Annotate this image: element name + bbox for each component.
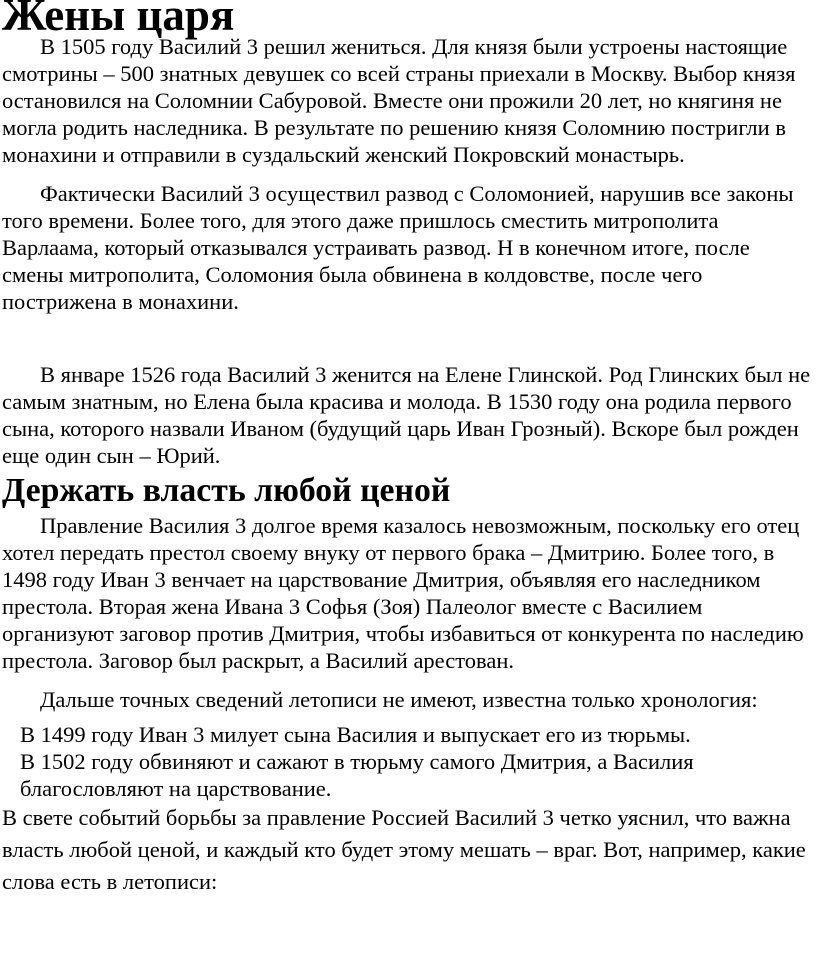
document-page	[2, 2, 814, 898]
paragraph-closing: В свете событий борьбы за правление Россией Василий 3 четко уяснил, что важна власть любой ценой, и каждый кто будет этому мешать – враг. Вот, например, какие слова есть в летописи:	[2, 805, 806, 894]
spacer	[2, 315, 814, 361]
paragraph-divorce: Фактически Василий 3 осуществил развод с Соломонией, нарушив все законы того времени. Более того, для этого даже пришлось сместить митрополита Варлаама, который отказывался устраивать развод. Н в конечном итоге, после смены митрополита, Соломония была обвинена в колдовстве, после чего пострижена в монахини.	[2, 181, 794, 314]
section-heading-power: Держать власть любой ценой	[2, 472, 451, 509]
spacer	[2, 674, 814, 686]
section-heading-wives: Жены царя	[2, 0, 235, 40]
paragraph-first-marriage: В 1505 году Василий 3 решил жениться. Для князя были устроены настоящие смотрины – 500 знатных девушек со всей страны приехали в Москву. Выбор князя остановился на Соломнии Сабуровой. Вместе они прожили 20 лет, но княгиня не могла родить наследника. В результате по решению князя Соломнию постригли в монахини и отправили в суздальский женский Покровский монастырь.	[2, 34, 796, 167]
list-item: В 1502 году обвиняют и сажают в тюрьму самого Дмитрия, а Василия благословляют на царствование.	[20, 749, 694, 801]
paragraph-chronology-intro: Дальше точных сведений летописи не имеют, известна только хронология:	[40, 687, 758, 712]
chronology-list	[2, 721, 814, 802]
list-item: В 1499 году Иван 3 милует сына Василия и выпускает его из тюрьмы.	[20, 722, 691, 747]
spacer	[2, 168, 814, 180]
spacer	[2, 713, 814, 721]
paragraph-succession: Правление Василия 3 долгое время казалось невозможным, поскольку его отец хотел передать престол своему внуку от первого брака – Дмитрию. Более того, в 1498 году Иван 3 венчает на царствование Дмитрия, объявляя его наследником престола. Вторая жена Ивана 3 Софья (Зоя) Палеолог вместе с Василием организуют заговор против Дмитрия, чтобы избавиться от конкурента по наследию престола. Заговор был раскрыт, а Василий арестован.	[2, 513, 804, 673]
paragraph-second-marriage: В январе 1526 года Василий 3 женится на Елене Глинской. Род Глинских был не самым знатным, но Елена была красива и молода. В 1530 году она родила первого сына, которого назвали Иваном (будущий царь Иван Грозный). Вскоре был рожден еще один сын – Юрий.	[2, 362, 811, 468]
